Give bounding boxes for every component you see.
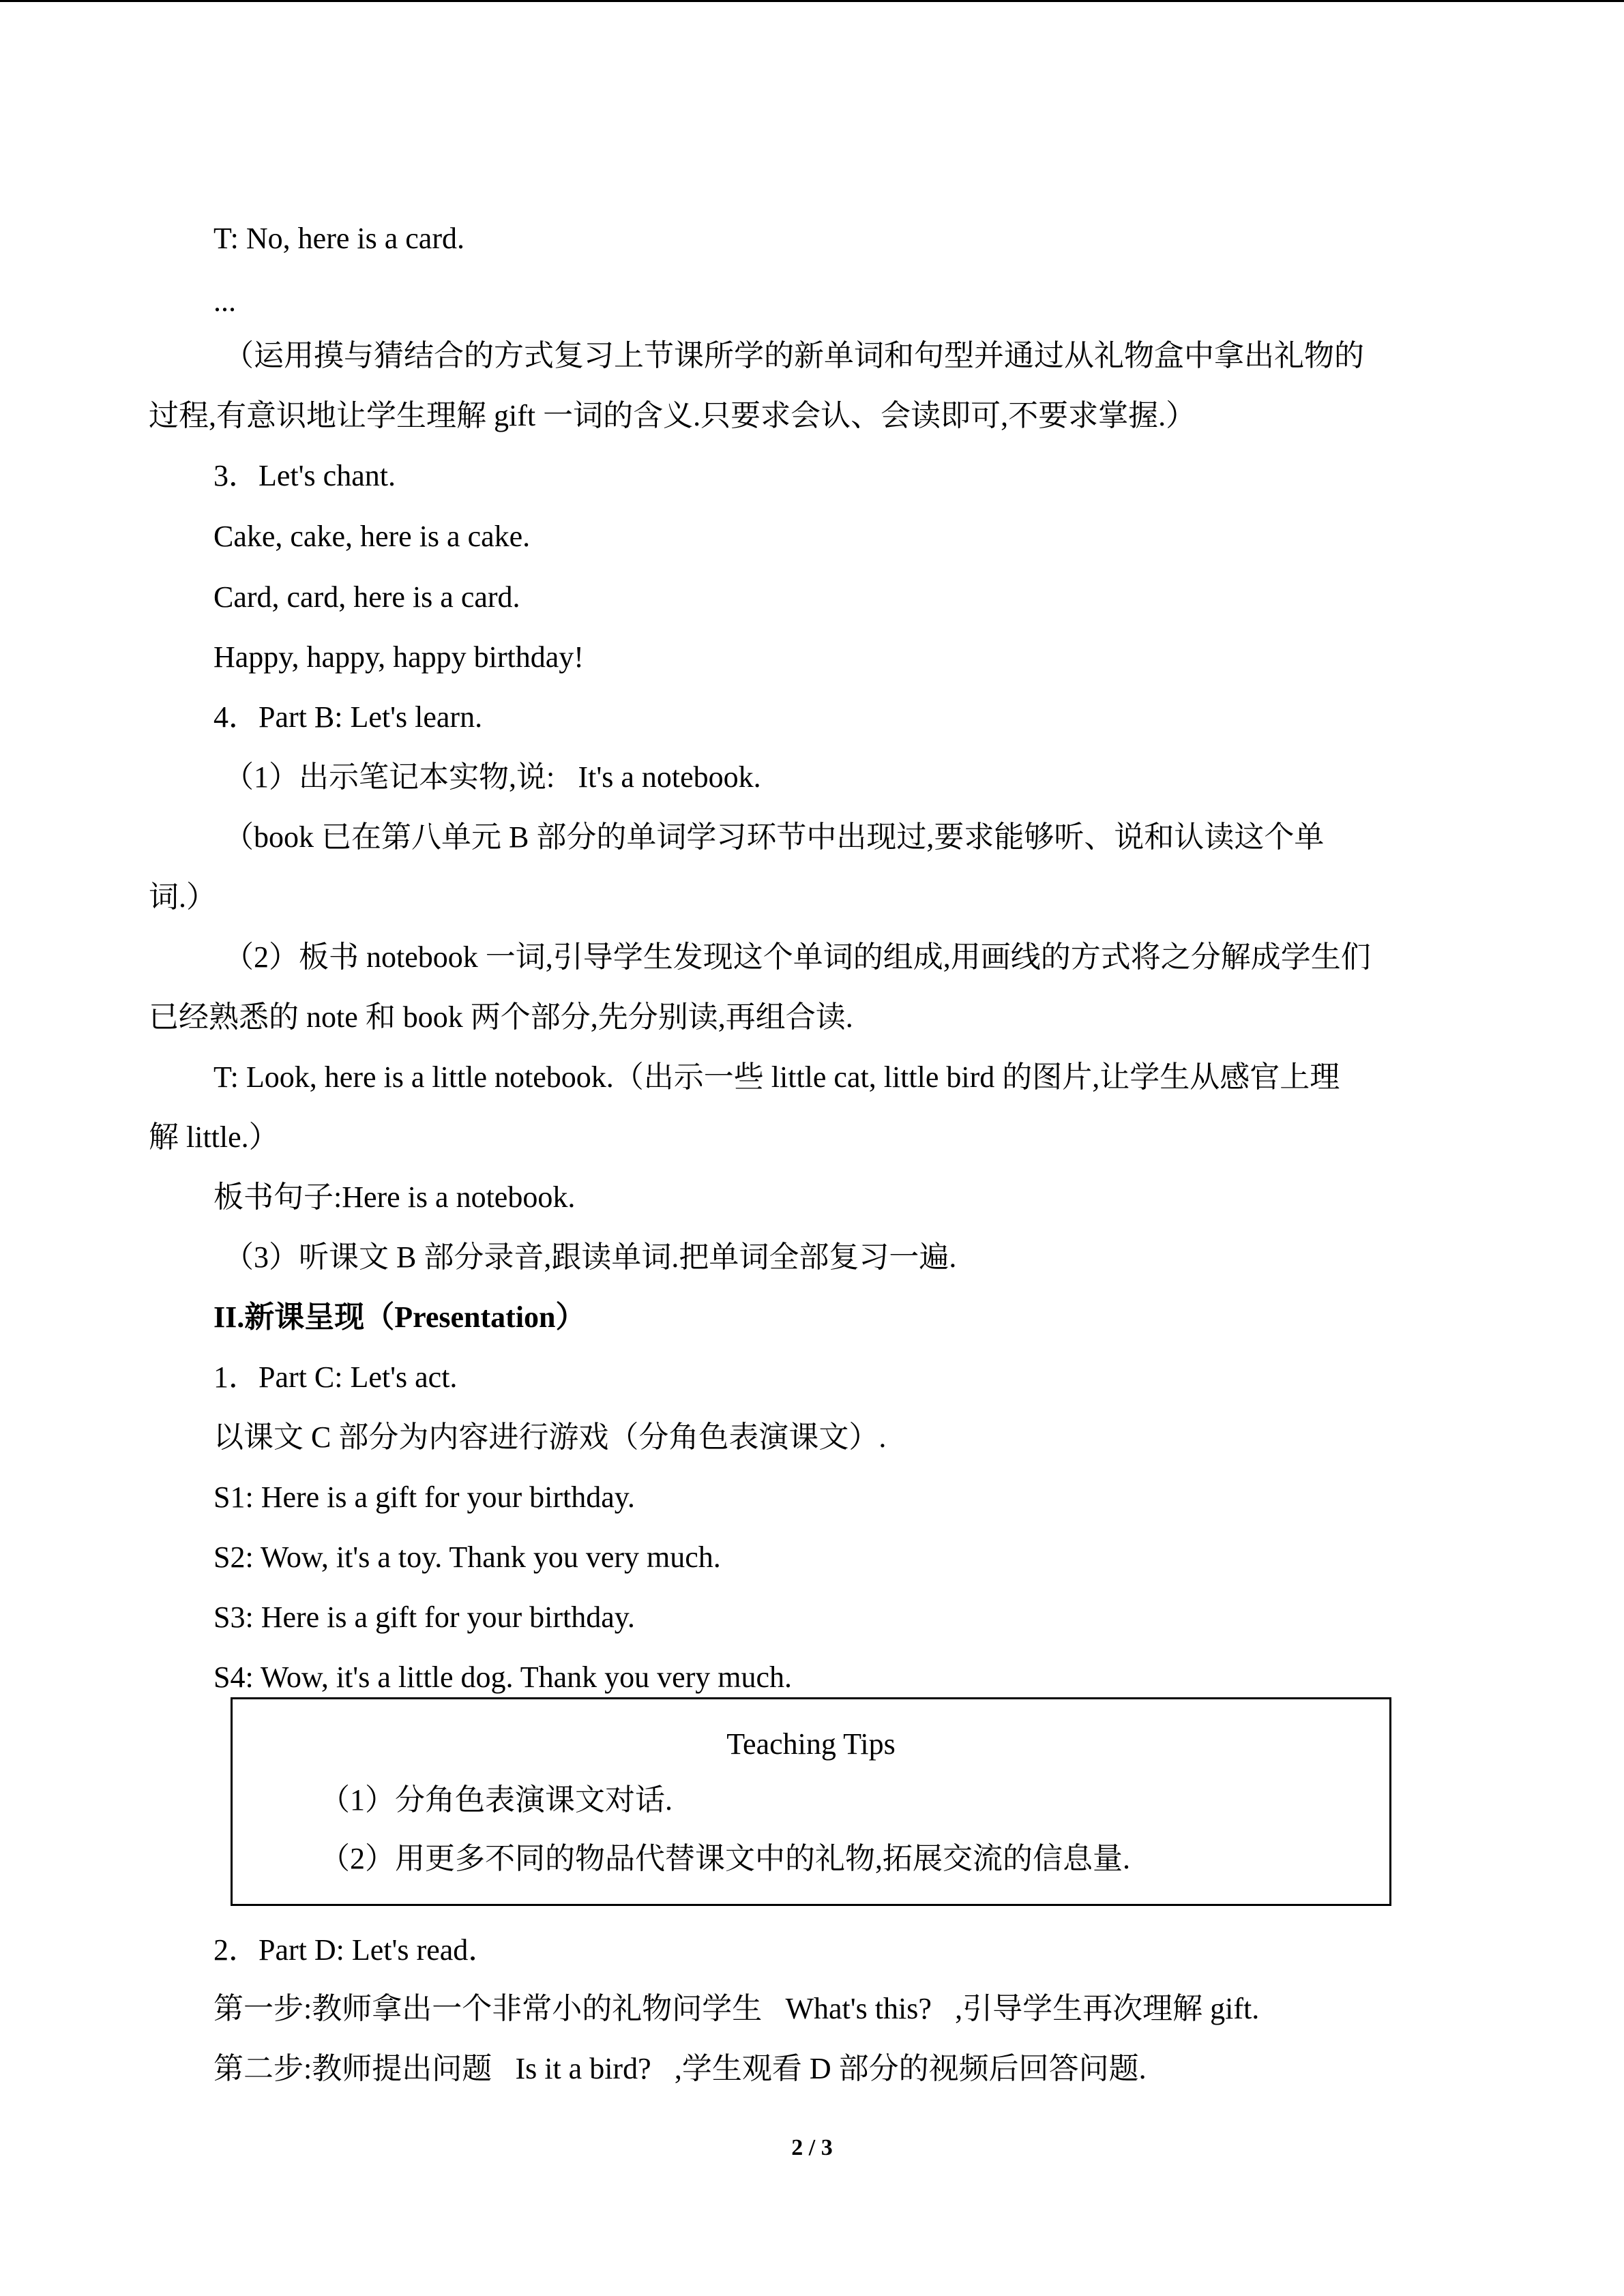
teaching-tip-item: （1）分角色表演课文对话.: [320, 1783, 673, 1817]
text-line: （2）板书 notebook 一词,引导学生发现这个单词的组成,用画线的方式将之分解成学生们: [224, 940, 1371, 974]
text-line: 以课文 C 部分为内容进行游戏（分角色表演课文）.: [213, 1420, 887, 1454]
text-line: S1: Here is a gift for your birthday.: [213, 1480, 635, 1514]
text-line: S2: Wow, it's a toy. Thank you very much.: [213, 1540, 721, 1574]
text-line: 词.）: [149, 880, 216, 914]
text-line: 2．Part D: Let's read．: [213, 1933, 499, 1967]
text-line: 已经熟悉的 note 和 book 两个部分,先分别读,再组合读.: [149, 1000, 853, 1034]
text-line: 第一步:教师拿出一个非常小的礼物问学生 What's this? ,引导学生再次理解 gift.: [213, 1992, 1260, 2025]
teaching-tips-title: Teaching Tips: [726, 1727, 896, 1761]
text-line: Happy, happy, happy birthday!: [213, 640, 584, 674]
text-line: T: No, here is a card.: [213, 222, 464, 255]
text-line: 板书句子:Here is a notebook.: [213, 1180, 576, 1214]
text-line: （book 已在第八单元 B 部分的单词学习环节中出现过,要求能够听、说和认读这个单: [224, 820, 1325, 854]
section-heading: II.新课呈现（Presentation）: [213, 1300, 586, 1334]
top-border: [0, 0, 1624, 2]
text-line: 过程,有意识地让学生理解 gift 一词的含义.只要求会认、会读即可,不要求掌握.）: [149, 399, 1196, 432]
text-line: （运用摸与猜结合的方式复习上节课所学的新单词和句型并通过从礼物盒中拿出礼物的: [224, 339, 1364, 372]
text-line: （1）出示笔记本实物,说: It's a notebook. : [224, 760, 784, 794]
text-line: Cake, cake, here is a cake.: [213, 520, 531, 553]
text-line: S3: Here is a gift for your birthday.: [213, 1600, 635, 1634]
teaching-tips-box: [231, 1697, 1391, 1906]
teaching-tip-item: （2）用更多不同的物品代替课文中的礼物,拓展交流的信息量.: [320, 1842, 1130, 1875]
text-line: ...: [213, 284, 236, 318]
text-line: 4．Part B: Let's learn.: [213, 700, 483, 734]
text-line: 1．Part C: Let's act.: [213, 1360, 458, 1394]
page-number: 2 / 3: [791, 2135, 833, 2160]
text-line: 第二步:教师提出问题 Is it a bird? ,学生观看 D 部分的视频后回答问题.: [213, 2052, 1147, 2085]
text-line: 3．Let's chant.: [213, 459, 396, 492]
text-line: 解 little.）: [149, 1120, 279, 1154]
text-line: S4: Wow, it's a little dog. Thank you very much.: [213, 1660, 793, 1694]
text-line: Card, card, here is a card.: [213, 580, 520, 614]
text-line: （3）听课文 B 部分录音,跟读单词.把单词全部复习一遍.: [224, 1240, 957, 1274]
text-line: T: Look, here is a little notebook.（出示一些 little cat, little bird 的图片,让学生从感官上理: [213, 1060, 1340, 1094]
